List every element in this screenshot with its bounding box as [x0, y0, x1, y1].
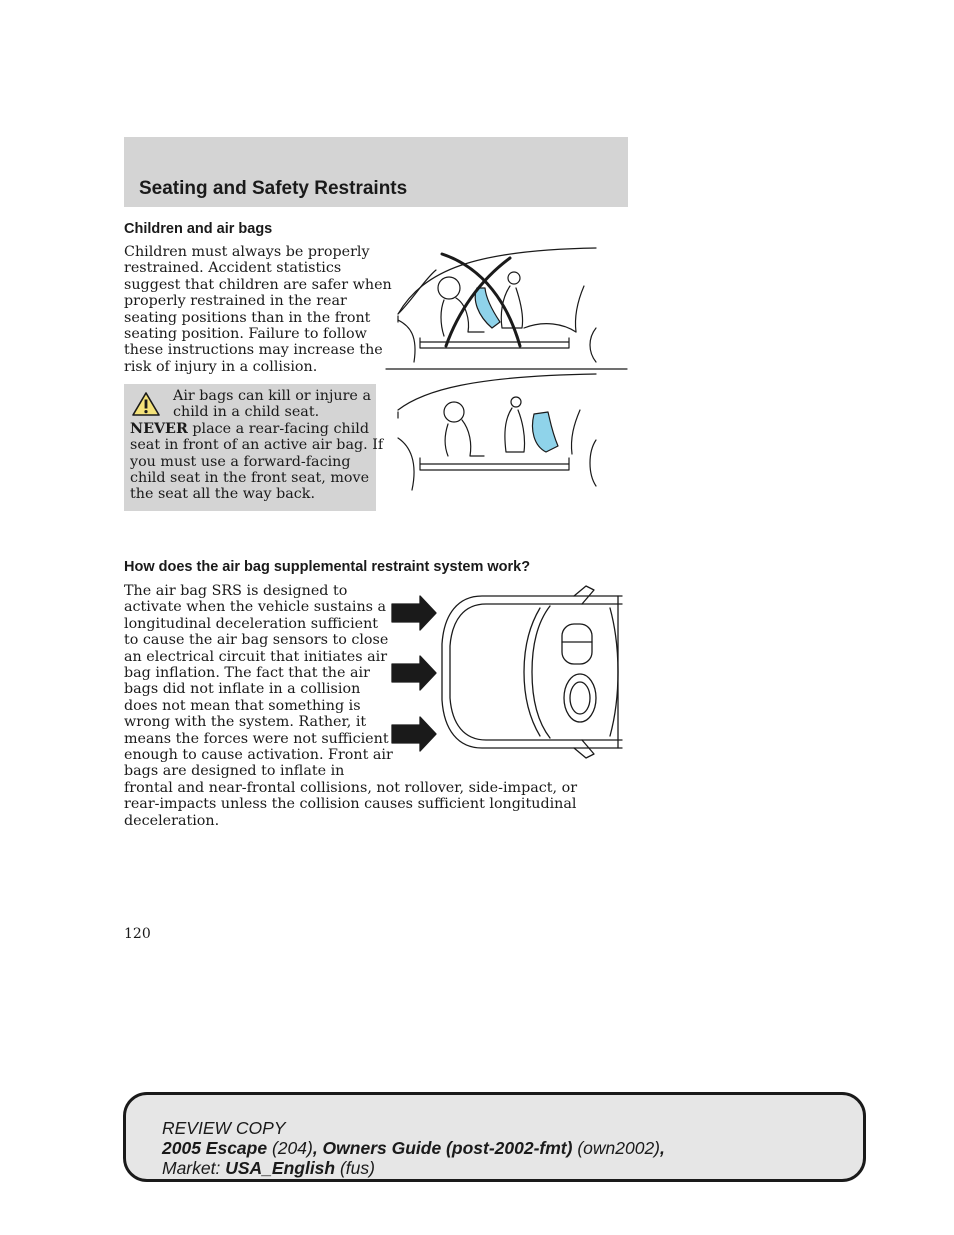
- text-line: Children must always be properly: [124, 244, 370, 260]
- vehicle-top-view: [442, 586, 622, 758]
- text-line: to cause the air bag sensors to close: [124, 632, 389, 649]
- warning-line: child in a child seat.: [173, 404, 320, 421]
- page-title: Seating and Safety Restraints: [139, 178, 408, 199]
- warning-line: Air bags can kill or injure a: [173, 388, 371, 404]
- page-number: 120: [124, 926, 151, 942]
- text-line: restrained. Accident statistics: [124, 260, 342, 277]
- front-seat-car: [398, 248, 596, 362]
- text-line: bags did not inflate in a collision: [124, 681, 361, 698]
- text-line: properly restrained in the rear: [124, 293, 347, 310]
- warning-text: [130, 388, 383, 503]
- text-line: frontal and near-frontal collisions, not rollover, side-impact, or: [124, 779, 578, 796]
- impact-arrow-icon: [392, 596, 436, 630]
- footer-document-line: 2005 Escape (204), Owners Guide (post-2002-fmt) (own2002),: [162, 1138, 665, 1158]
- text-line: longitudinal deceleration sufficient: [124, 615, 379, 632]
- text-line: bag inflation. The fact that the air: [124, 665, 370, 682]
- frontal-impact-illustration: [390, 584, 626, 760]
- footer-text: [162, 1118, 665, 1178]
- text-line: rear-impacts unless the collision causes sufficient longitudinal: [124, 796, 577, 813]
- text-line: these instructions may increase the: [124, 342, 383, 359]
- footer-market-line: Market: USA_English (fus): [162, 1158, 375, 1178]
- text-line: risk of injury in a collision.: [124, 358, 318, 375]
- review-copy-label: REVIEW COPY: [162, 1118, 286, 1138]
- never-emphasis: NEVER: [130, 420, 188, 437]
- text-line: The air bag SRS is designed to: [124, 583, 348, 599]
- text-line: seating position. Failure to follow: [124, 326, 367, 343]
- impact-arrow-icon: [392, 717, 436, 751]
- child-seat-illustration: [384, 240, 630, 496]
- text-line: suggest that children are safer when: [124, 276, 392, 293]
- warning-line: seat in front of an active air bag. If: [130, 437, 384, 454]
- text-line: bags are designed to inflate in: [124, 763, 345, 780]
- text-line: seating positions than in the front: [124, 309, 371, 326]
- warning-line: NEVER place a rear-facing child: [130, 420, 370, 437]
- text-line: means the forces were not sufficient: [124, 730, 389, 747]
- text-line: deceleration.: [124, 812, 220, 829]
- warning-line: child seat in the front seat, move: [130, 470, 370, 487]
- rear-seat-car: [398, 374, 596, 490]
- text-line: does not mean that something is: [124, 697, 361, 714]
- text-line: activate when the vehicle sustains a: [124, 599, 387, 616]
- text-line: an electrical circuit that initiates air: [124, 648, 388, 665]
- warning-line: the seat all the way back.: [130, 486, 316, 503]
- section-heading-children-air-bags: Children and air bags: [124, 221, 273, 237]
- section-heading-airbag-srs: How does the air bag supplemental restraint system work?: [124, 559, 531, 575]
- text-line: wrong with the system. Rather, it: [124, 714, 367, 731]
- text-line: enough to cause activation. Front air: [124, 747, 393, 764]
- impact-arrow-icon: [392, 656, 436, 690]
- warning-line: you must use a forward-facing: [130, 453, 351, 470]
- children-paragraph: [124, 244, 392, 375]
